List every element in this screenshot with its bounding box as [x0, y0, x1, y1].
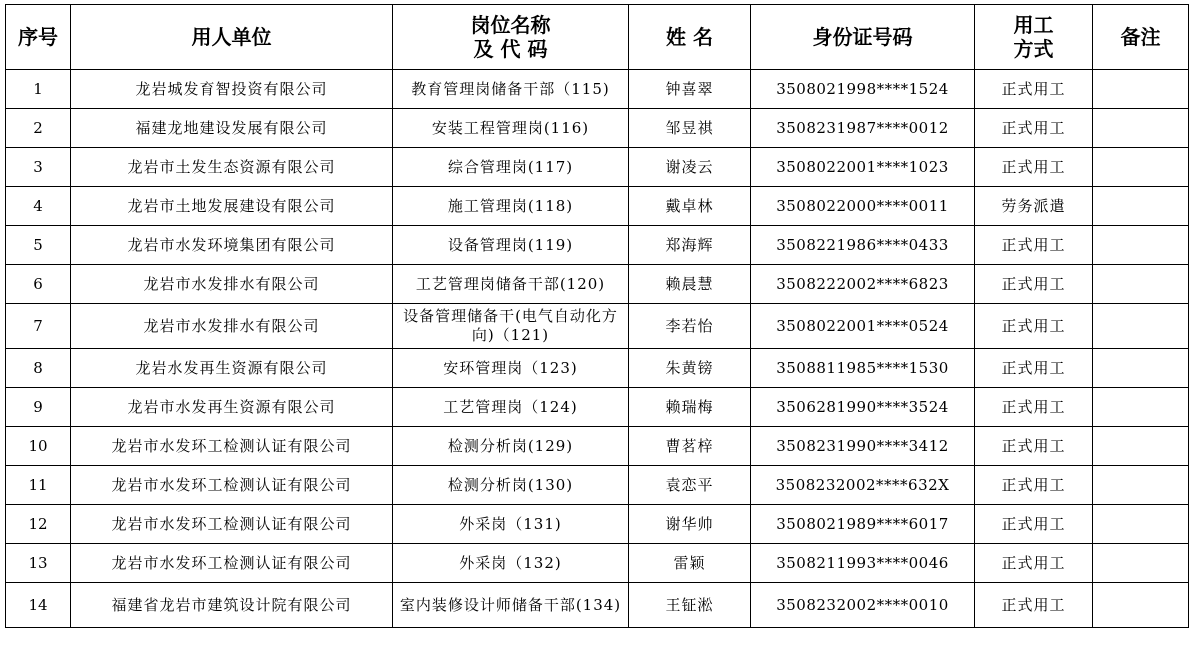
- cell-employment: 正式用工: [975, 109, 1093, 148]
- cell-employment: 正式用工: [975, 583, 1093, 628]
- cell-remarks: [1093, 187, 1189, 226]
- cell-name: 李若怡: [629, 304, 751, 349]
- cell-position: 外采岗（132): [393, 544, 629, 583]
- cell-index: 9: [6, 388, 71, 427]
- table-row: [6, 427, 1189, 466]
- cell-remarks: [1093, 148, 1189, 187]
- cell-position: 设备管理储备干(电气自动化方向)（121): [393, 304, 629, 349]
- cell-id-number: 3508021998****1524: [751, 70, 975, 109]
- cell-remarks: [1093, 226, 1189, 265]
- table-row: [6, 583, 1189, 628]
- cell-name: 雷颖: [629, 544, 751, 583]
- header-employment-line1: 用工: [1013, 13, 1054, 37]
- header-employment: [975, 5, 1093, 70]
- cell-position: 综合管理岗(117): [393, 148, 629, 187]
- cell-remarks: [1093, 304, 1189, 349]
- cell-remarks: [1093, 427, 1189, 466]
- cell-position: 室内装修设计师储备干部(134): [393, 583, 629, 628]
- cell-id-number: 3508221986****0433: [751, 226, 975, 265]
- cell-name: 邹昱祺: [629, 109, 751, 148]
- cell-employer: 龙岩市水发排水有限公司: [71, 265, 393, 304]
- cell-id-number: 3508022000****0011: [751, 187, 975, 226]
- cell-position: 工艺管理岗（124): [393, 388, 629, 427]
- cell-id-number: 3508211993****0046: [751, 544, 975, 583]
- cell-remarks: [1093, 544, 1189, 583]
- cell-employment: 正式用工: [975, 148, 1093, 187]
- cell-id-number: 3508232002****632X: [751, 466, 975, 505]
- table-row: [6, 226, 1189, 265]
- cell-name: 曹茗梓: [629, 427, 751, 466]
- cell-employer: 龙岩城发育智投资有限公司: [71, 70, 393, 109]
- cell-employment: 正式用工: [975, 466, 1093, 505]
- cell-index: 14: [6, 583, 71, 628]
- cell-index: 5: [6, 226, 71, 265]
- cell-position: 教育管理岗储备干部（115): [393, 70, 629, 109]
- cell-position: 设备管理岗(119): [393, 226, 629, 265]
- cell-name: 袁恋平: [629, 466, 751, 505]
- cell-employment: 正式用工: [975, 304, 1093, 349]
- header-position: [393, 5, 629, 70]
- cell-id-number: 3508022001****0524: [751, 304, 975, 349]
- cell-employment: 正式用工: [975, 388, 1093, 427]
- cell-employment: 正式用工: [975, 544, 1093, 583]
- table-row: [6, 505, 1189, 544]
- cell-position: 工艺管理岗储备干部(120): [393, 265, 629, 304]
- cell-remarks: [1093, 70, 1189, 109]
- cell-employer: 福建龙地建设发展有限公司: [71, 109, 393, 148]
- cell-position: 安环管理岗（123): [393, 349, 629, 388]
- cell-id-number: 3508231990****3412: [751, 427, 975, 466]
- header-name: 姓 名: [629, 5, 751, 70]
- cell-remarks: [1093, 466, 1189, 505]
- cell-id-number: 3508231987****0012: [751, 109, 975, 148]
- cell-employment: 正式用工: [975, 505, 1093, 544]
- cell-position: 安装工程管理岗(116): [393, 109, 629, 148]
- header-employer: 用人单位: [71, 5, 393, 70]
- cell-index: 1: [6, 70, 71, 109]
- cell-employment: 正式用工: [975, 427, 1093, 466]
- cell-position: 检测分析岗(130): [393, 466, 629, 505]
- table-row: [6, 349, 1189, 388]
- cell-employer: 龙岩市水发再生资源有限公司: [71, 388, 393, 427]
- cell-employer: 龙岩市水发环工检测认证有限公司: [71, 544, 393, 583]
- table-row: [6, 265, 1189, 304]
- cell-employment: 正式用工: [975, 349, 1093, 388]
- cell-index: 3: [6, 148, 71, 187]
- cell-employer: 龙岩水发再生资源有限公司: [71, 349, 393, 388]
- cell-remarks: [1093, 349, 1189, 388]
- cell-employer: 龙岩市土地发展建设有限公司: [71, 187, 393, 226]
- header-employment-line2: 方式: [1013, 37, 1054, 61]
- cell-employer: 龙岩市水发环境集团有限公司: [71, 226, 393, 265]
- cell-remarks: [1093, 388, 1189, 427]
- cell-index: 4: [6, 187, 71, 226]
- cell-name: 王钲淞: [629, 583, 751, 628]
- cell-name: 朱黄镑: [629, 349, 751, 388]
- table-row: [6, 544, 1189, 583]
- cell-remarks: [1093, 583, 1189, 628]
- cell-name: 谢华帅: [629, 505, 751, 544]
- header-remarks: 备注: [1093, 5, 1189, 70]
- table-row: [6, 388, 1189, 427]
- cell-index: 8: [6, 349, 71, 388]
- cell-position: 检测分析岗(129): [393, 427, 629, 466]
- cell-index: 10: [6, 427, 71, 466]
- cell-index: 7: [6, 304, 71, 349]
- cell-id-number: 3506281990****3524: [751, 388, 975, 427]
- header-row: [6, 5, 1189, 70]
- cell-employer: 龙岩市水发环工检测认证有限公司: [71, 427, 393, 466]
- header-position-line1: 岗位名称: [470, 13, 551, 37]
- cell-remarks: [1093, 109, 1189, 148]
- cell-index: 12: [6, 505, 71, 544]
- header-id-number: 身份证号码: [751, 5, 975, 70]
- cell-employment: 正式用工: [975, 70, 1093, 109]
- cell-employer: 福建省龙岩市建筑设计院有限公司: [71, 583, 393, 628]
- cell-name: 谢凌云: [629, 148, 751, 187]
- cell-index: 13: [6, 544, 71, 583]
- table-row: [6, 109, 1189, 148]
- cell-employer: 龙岩市水发环工检测认证有限公司: [71, 505, 393, 544]
- header-index: 序号: [6, 5, 71, 70]
- personnel-table: [5, 4, 1189, 628]
- cell-position: 外采岗（131): [393, 505, 629, 544]
- cell-id-number: 3508232002****0010: [751, 583, 975, 628]
- cell-employment: 正式用工: [975, 226, 1093, 265]
- cell-name: 戴卓林: [629, 187, 751, 226]
- cell-index: 2: [6, 109, 71, 148]
- cell-employer: 龙岩市水发环工检测认证有限公司: [71, 466, 393, 505]
- cell-id-number: 3508021989****6017: [751, 505, 975, 544]
- cell-index: 11: [6, 466, 71, 505]
- cell-employer: 龙岩市水发排水有限公司: [71, 304, 393, 349]
- cell-remarks: [1093, 505, 1189, 544]
- table-row: [6, 148, 1189, 187]
- cell-employer: 龙岩市土发生态资源有限公司: [71, 148, 393, 187]
- cell-id-number: 3508022001****1023: [751, 148, 975, 187]
- table-row: [6, 466, 1189, 505]
- cell-employment: 正式用工: [975, 265, 1093, 304]
- table-row: [6, 70, 1189, 109]
- table-row: [6, 187, 1189, 226]
- cell-position: 施工管理岗(118): [393, 187, 629, 226]
- table-row: [6, 304, 1189, 349]
- cell-employment: 劳务派遣: [975, 187, 1093, 226]
- cell-remarks: [1093, 265, 1189, 304]
- cell-id-number: 3508811985****1530: [751, 349, 975, 388]
- cell-name: 钟喜翠: [629, 70, 751, 109]
- table-body: [6, 70, 1189, 628]
- header-position-line2: 及 代 码: [473, 37, 548, 61]
- cell-index: 6: [6, 265, 71, 304]
- cell-name: 赖晨慧: [629, 265, 751, 304]
- cell-name: 赖瑞梅: [629, 388, 751, 427]
- cell-id-number: 3508222002****6823: [751, 265, 975, 304]
- cell-name: 郑海辉: [629, 226, 751, 265]
